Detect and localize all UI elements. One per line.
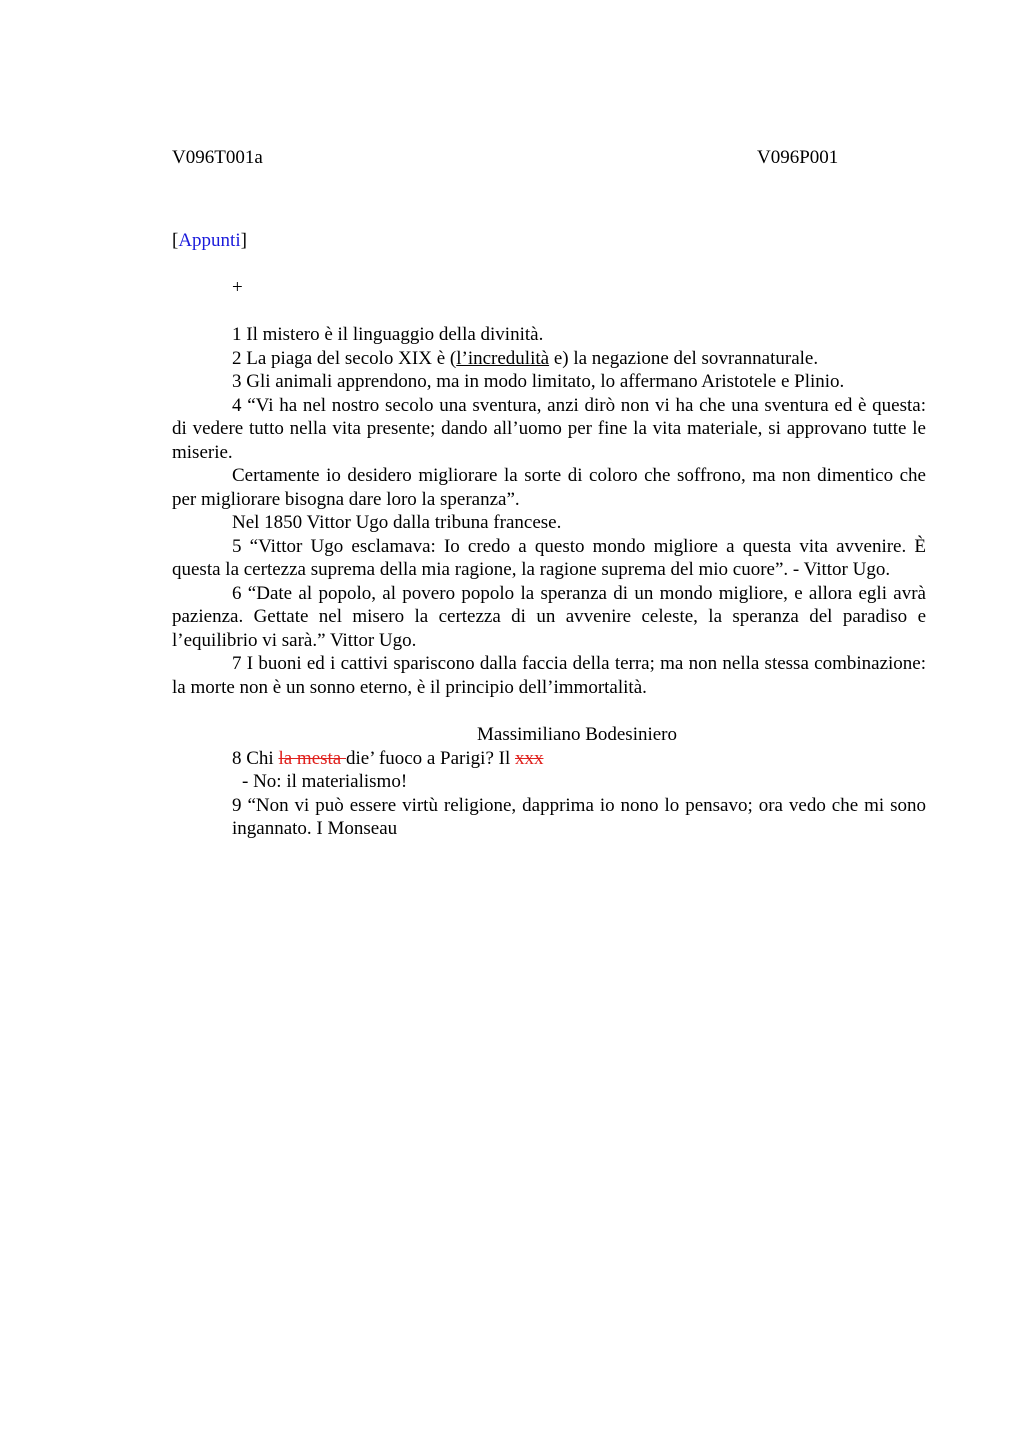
note-9: 9 “Non vi può essere virtù religione, dapprima io nono lo pensavo; ora vedo che mi sono ingannato. I Monseau bbox=[232, 794, 926, 839]
document-page bbox=[172, 146, 926, 841]
bracket-close: ] bbox=[240, 230, 247, 251]
note-4: 4 “Vi ha nel nostro secolo una sventura, anzi dirò non vi ha che una sventura ed è questa: di vedere tutto nella vita presente; dando all’uomo per fine la vita materiale, si approvano tutte le miserie. bbox=[172, 394, 926, 463]
note-8-answer: - No: il materialismo! bbox=[242, 771, 408, 792]
bracket-open: [ bbox=[172, 230, 179, 251]
signature: Massimiliano Bodesiniero bbox=[477, 724, 678, 745]
blank-line bbox=[172, 699, 926, 723]
note-7: 7 I buoni ed i cattivi spariscono dalla faccia della terra; ma non nella stessa combinazione: la morte non è un sonno eterno, è il principio dell’immortalità. bbox=[172, 653, 926, 698]
note-8-middle: die’ fuoco a Parigi? Il bbox=[345, 747, 515, 769]
note-1: 1 Il mistero è il linguaggio della divinità. bbox=[232, 324, 544, 345]
document-code-left: V096T001a bbox=[172, 147, 263, 168]
section-title bbox=[172, 229, 926, 253]
note-8-prefix: 8 Chi bbox=[232, 747, 279, 769]
note-5: 5 “Vittor Ugo esclamava: Io credo a questo mondo migliore a questa vita avvenire. È questa la certezza suprema della mia ragione, la ragione suprema del mio cuore”. - Vittor Ugo. bbox=[172, 535, 926, 580]
note-3: 3 Gli animali apprendono, ma in modo limitato, lo affermano Aristotele e Plinio. bbox=[232, 371, 845, 392]
note-6: 6 “Date al popolo, al povero popolo la speranza di un mondo migliore, e allora egli avrà pazienza. Gettate nel misero la certezza di un avvenire celeste, la speranza del paradiso e l’equilibrio vi sarà.” Vittor Ugo. bbox=[172, 582, 926, 651]
note-2-underlined: l’incredulità bbox=[456, 347, 550, 369]
appunti-link[interactable]: Appunti bbox=[178, 230, 241, 251]
note-2-start: 2 La piaga del secolo XIX è ( bbox=[232, 347, 457, 369]
document-header bbox=[172, 146, 926, 170]
note-8-deletion-2: xxx bbox=[514, 747, 544, 769]
note-2 bbox=[172, 347, 926, 371]
document-code-right: V096P001 bbox=[757, 147, 839, 168]
note-4-source: Nel 1850 Vittor Ugo dalla tribuna francese. bbox=[232, 512, 562, 533]
note-2-end: e) la negazione del sovrannaturale. bbox=[549, 347, 819, 369]
cross-symbol: + bbox=[232, 277, 243, 298]
note-4-continuation: Certamente io desidero migliorare la sorte di coloro che soffrono, ma non dimentico che per migliorare bisogna dare loro la speranza”. bbox=[172, 465, 926, 510]
note-8 bbox=[172, 747, 926, 771]
notes-body bbox=[172, 323, 926, 841]
note-8-deletion-1: la mesta bbox=[278, 747, 346, 769]
